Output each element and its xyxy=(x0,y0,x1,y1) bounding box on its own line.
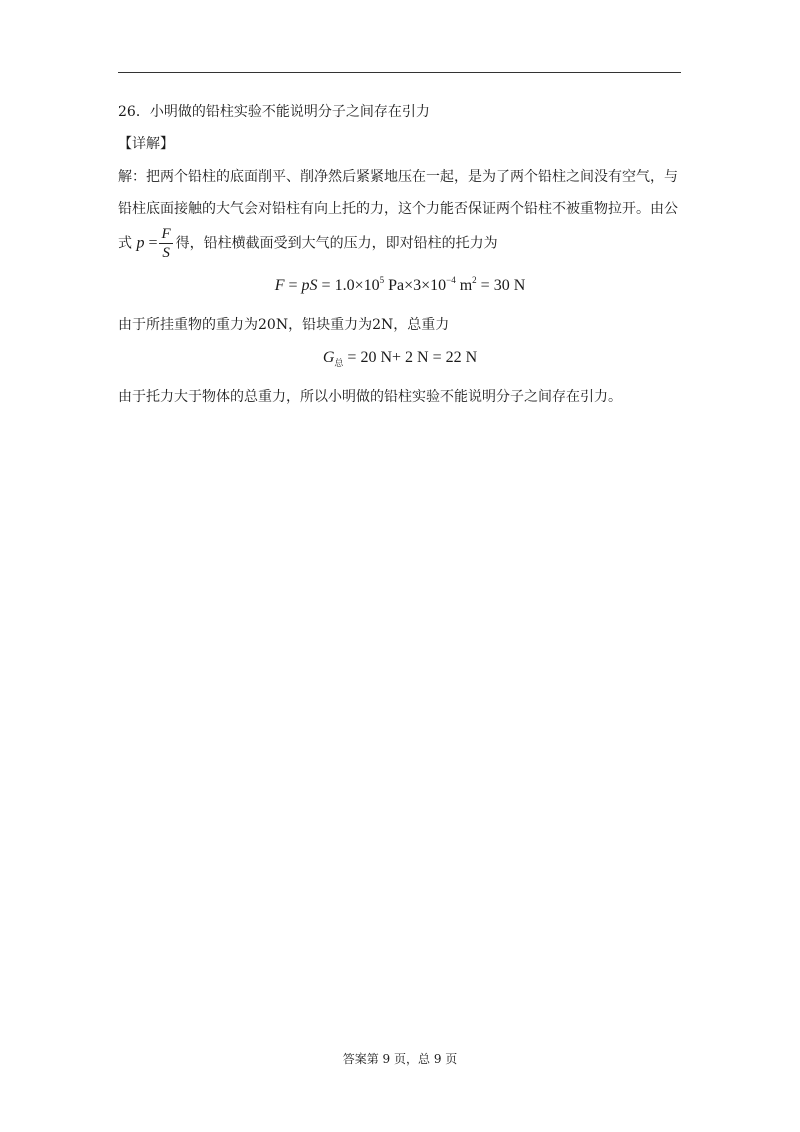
explanation-line-3 xyxy=(118,226,498,261)
question-heading: 26．小明做的铅柱实验不能说明分子之间存在引力 xyxy=(118,104,430,120)
explanation-line-5: 由于托力大于物体的总重力，所以小明做的铅柱实验不能说明分子之间存在引力。 xyxy=(118,389,622,405)
page-footer: 答案第 9 页，总 9 页 xyxy=(342,1052,458,1066)
eq1-mid: Pa×3×10 xyxy=(384,277,447,294)
header-rule xyxy=(118,72,681,73)
fraction-denominator: S xyxy=(162,245,170,261)
explanation-line-2: 铅柱底面接触的大气会对铅柱有向上托的力，这个力能否保证两个铅柱不被重物拉开。由公 xyxy=(118,201,678,217)
symbol-p: p xyxy=(136,234,145,252)
eq2-expr: = 20 N+ 2 N = 22 N xyxy=(343,349,478,366)
detail-heading: 【详解】 xyxy=(118,136,174,152)
fraction-f-over-s xyxy=(159,226,172,261)
eq1-s: S xyxy=(309,277,318,294)
eq1-p: p xyxy=(301,277,310,294)
equation-total-gravity xyxy=(0,350,800,366)
explanation-line-1: 解：把两个铅柱的底面削平、削净然后紧紧地压在一起，是为了两个铅柱之间没有空气，与 xyxy=(118,169,678,185)
eq1-exp3: 2 xyxy=(472,275,477,285)
equation-force xyxy=(0,275,800,294)
eq1-exp2: −4 xyxy=(446,275,456,285)
eq1-exp1: 5 xyxy=(379,275,385,285)
eq1-lhs: F xyxy=(274,277,285,294)
fraction-numerator: F xyxy=(161,226,171,242)
eq1-rest: = 1.0×10 xyxy=(317,277,380,294)
pressure-formula xyxy=(136,235,157,252)
eq2-symbol: G xyxy=(322,349,335,366)
line3-prefix: 式 xyxy=(118,235,132,252)
eq1-equals: = xyxy=(284,277,302,294)
explanation-line-4: 由于所挂重物的重力为20N，铅块重力为2N，总重力 xyxy=(118,317,450,333)
equals-sign: = xyxy=(144,234,158,252)
eq1-unit: m xyxy=(455,277,473,294)
eq2-subscript: 总 xyxy=(334,358,344,368)
eq1-result: = 30 N xyxy=(476,277,526,294)
line3-suffix: 得，铅柱横截面受到大气的压力，即对铅柱的托力为 xyxy=(175,235,498,252)
